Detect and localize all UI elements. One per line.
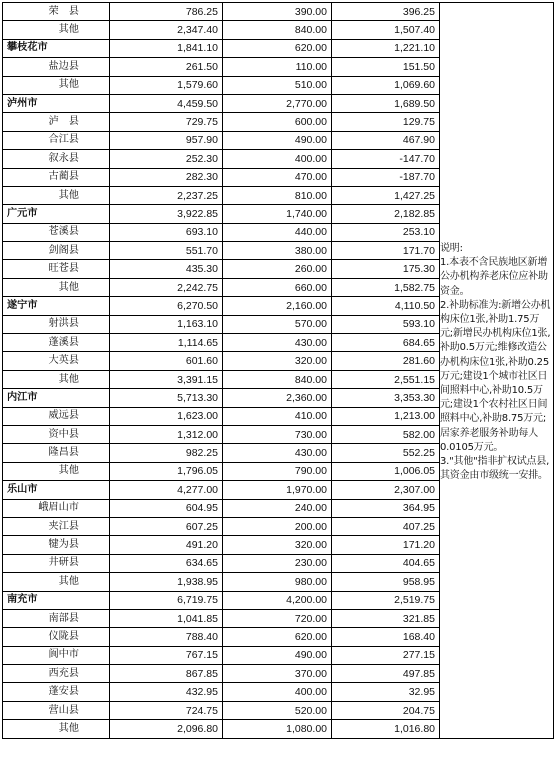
amount-cell-a: 282.30 (110, 168, 223, 186)
amount-cell-c: 1,582.75 (332, 278, 440, 296)
amount-cell-c: 204.75 (332, 701, 440, 719)
amount-cell-b: 1,740.00 (223, 205, 332, 223)
amount-cell-b: 260.00 (223, 260, 332, 278)
amount-cell-b: 490.00 (223, 646, 332, 664)
city-name-cell: 泸州市 (3, 94, 110, 112)
note-item-3: 3."其他"指非扩权试点县,其资金由市级统一安排。 (440, 456, 550, 482)
amount-cell-b: 110.00 (223, 58, 332, 76)
amount-cell-a: 729.75 (110, 113, 223, 131)
amount-cell-c: 321.85 (332, 609, 440, 627)
amount-cell-a: 1,114.65 (110, 334, 223, 352)
amount-cell-c: 582.00 (332, 425, 440, 443)
county-name-cell: 其他 (3, 462, 110, 480)
amount-cell-b: 320.00 (223, 536, 332, 554)
amount-cell-c: 277.15 (332, 646, 440, 664)
amount-cell-c: 404.65 (332, 554, 440, 572)
amount-cell-a: 432.95 (110, 683, 223, 701)
amount-cell-b: 490.00 (223, 131, 332, 149)
amount-cell-b: 200.00 (223, 517, 332, 535)
county-name-cell: 射洪县 (3, 315, 110, 333)
amount-cell-b: 430.00 (223, 444, 332, 462)
amount-cell-b: 730.00 (223, 425, 332, 443)
city-name-cell: 广元市 (3, 205, 110, 223)
amount-cell-c: -187.70 (332, 168, 440, 186)
county-name-cell: 大英县 (3, 352, 110, 370)
amount-cell-a: 693.10 (110, 223, 223, 241)
amount-cell-a: 604.95 (110, 499, 223, 517)
amount-cell-b: 430.00 (223, 334, 332, 352)
amount-cell-c: 4,110.50 (332, 297, 440, 315)
county-name-cell: 苍溪县 (3, 223, 110, 241)
county-name-cell: 叙永县 (3, 150, 110, 168)
amount-cell-b: 2,770.00 (223, 94, 332, 112)
county-name-cell: 阆中市 (3, 646, 110, 664)
note-item-2: 2.补助标准为:新增公办机构床位1张,补助1.75万元;新增民办机构床位1张,补助0.5万元;维修改造公办机构床位1张,补助0.25万元;建设1个城市社区日间照料中心,补助10.5万元;建设1个农村社区日间照料中心,补助8.75万元;居家养老服务补助每人0.0105万元。 (440, 299, 551, 453)
amount-cell-b: 570.00 (223, 315, 332, 333)
amount-cell-b: 810.00 (223, 186, 332, 204)
amount-cell-c: 3,353.30 (332, 389, 440, 407)
amount-cell-b: 470.00 (223, 168, 332, 186)
amount-cell-a: 2,347.40 (110, 21, 223, 39)
county-name-cell: 夹江县 (3, 517, 110, 535)
amount-cell-a: 252.30 (110, 150, 223, 168)
amount-cell-c: 129.75 (332, 113, 440, 131)
amount-cell-b: 400.00 (223, 150, 332, 168)
amount-cell-b: 790.00 (223, 462, 332, 480)
amount-cell-c: 1,006.05 (332, 462, 440, 480)
amount-cell-c: 151.50 (332, 58, 440, 76)
county-name-cell: 剑阁县 (3, 242, 110, 260)
amount-cell-a: 3,391.15 (110, 370, 223, 388)
county-name-cell: 其他 (3, 278, 110, 296)
amount-cell-a: 957.90 (110, 131, 223, 149)
county-name-cell: 蓬溪县 (3, 334, 110, 352)
county-name-cell: 盐边县 (3, 58, 110, 76)
amount-cell-b: 660.00 (223, 278, 332, 296)
amount-cell-a: 2,237.25 (110, 186, 223, 204)
amount-cell-c: 396.25 (332, 3, 440, 21)
amount-cell-b: 620.00 (223, 628, 332, 646)
amount-cell-c: 253.10 (332, 223, 440, 241)
amount-cell-a: 491.20 (110, 536, 223, 554)
city-name-cell: 南充市 (3, 591, 110, 609)
amount-cell-b: 320.00 (223, 352, 332, 370)
county-name-cell: 合江县 (3, 131, 110, 149)
amount-cell-a: 435.30 (110, 260, 223, 278)
amount-cell-c: 1,016.80 (332, 720, 440, 738)
amount-cell-c: 32.95 (332, 683, 440, 701)
amount-cell-b: 410.00 (223, 407, 332, 425)
amount-cell-a: 601.60 (110, 352, 223, 370)
amount-cell-c: 407.25 (332, 517, 440, 535)
amount-cell-a: 1,312.00 (110, 425, 223, 443)
amount-cell-a: 1,796.05 (110, 462, 223, 480)
amount-cell-b: 370.00 (223, 665, 332, 683)
county-name-cell: 威远县 (3, 407, 110, 425)
amount-cell-c: 2,551.15 (332, 370, 440, 388)
city-name-cell: 乐山市 (3, 481, 110, 499)
amount-cell-c: 1,221.10 (332, 39, 440, 57)
amount-cell-a: 4,459.50 (110, 94, 223, 112)
amount-cell-a: 3,922.85 (110, 205, 223, 223)
amount-cell-a: 867.85 (110, 665, 223, 683)
amount-cell-c: 171.20 (332, 536, 440, 554)
amount-cell-b: 230.00 (223, 554, 332, 572)
amount-cell-a: 6,270.50 (110, 297, 223, 315)
amount-cell-c: 1,427.25 (332, 186, 440, 204)
table-row (3, 3, 554, 21)
amount-cell-a: 4,277.00 (110, 481, 223, 499)
amount-cell-b: 380.00 (223, 242, 332, 260)
amount-cell-b: 1,970.00 (223, 481, 332, 499)
amount-cell-c: 168.40 (332, 628, 440, 646)
amount-cell-b: 600.00 (223, 113, 332, 131)
county-name-cell: 营山县 (3, 701, 110, 719)
amount-cell-b: 520.00 (223, 701, 332, 719)
amount-cell-c: 1,213.00 (332, 407, 440, 425)
county-name-cell: 井研县 (3, 554, 110, 572)
amount-cell-b: 2,160.00 (223, 297, 332, 315)
county-name-cell: 其他 (3, 186, 110, 204)
amount-cell-a: 1,041.85 (110, 609, 223, 627)
amount-cell-b: 720.00 (223, 609, 332, 627)
amount-cell-b: 2,360.00 (223, 389, 332, 407)
county-name-cell: 其他 (3, 21, 110, 39)
amount-cell-b: 510.00 (223, 76, 332, 94)
amount-cell-b: 240.00 (223, 499, 332, 517)
amount-cell-a: 261.50 (110, 58, 223, 76)
city-name-cell: 攀枝花市 (3, 39, 110, 57)
amount-cell-a: 767.15 (110, 646, 223, 664)
amount-cell-c: 1,507.40 (332, 21, 440, 39)
amount-cell-c: 497.85 (332, 665, 440, 683)
county-name-cell: 资中县 (3, 425, 110, 443)
county-name-cell: 古蔺县 (3, 168, 110, 186)
county-name-cell: 蓬安县 (3, 683, 110, 701)
amount-cell-a: 2,242.75 (110, 278, 223, 296)
county-name-cell: 其他 (3, 573, 110, 591)
amount-cell-a: 551.70 (110, 242, 223, 260)
amount-cell-a: 788.40 (110, 628, 223, 646)
amount-cell-c: 467.90 (332, 131, 440, 149)
amount-cell-a: 1,841.10 (110, 39, 223, 57)
county-name-cell: 南部县 (3, 609, 110, 627)
amount-cell-a: 982.25 (110, 444, 223, 462)
amount-cell-c: 552.25 (332, 444, 440, 462)
notes-panel (440, 242, 552, 483)
amount-cell-a: 724.75 (110, 701, 223, 719)
amount-cell-b: 980.00 (223, 573, 332, 591)
amount-cell-a: 607.25 (110, 517, 223, 535)
amount-cell-b: 1,080.00 (223, 720, 332, 738)
amount-cell-b: 400.00 (223, 683, 332, 701)
amount-cell-b: 840.00 (223, 21, 332, 39)
amount-cell-a: 1,623.00 (110, 407, 223, 425)
amount-cell-c: 171.70 (332, 242, 440, 260)
note-item-1: 1.本表不含民族地区新增公办机构养老床位应补助资金。 (440, 257, 548, 297)
notes-title: 说明: (440, 243, 463, 254)
amount-cell-a: 2,096.80 (110, 720, 223, 738)
city-name-cell: 遂宁市 (3, 297, 110, 315)
county-name-cell: 其他 (3, 720, 110, 738)
city-name-cell: 内江市 (3, 389, 110, 407)
amount-cell-c: 2,519.75 (332, 591, 440, 609)
county-name-cell: 其他 (3, 370, 110, 388)
amount-cell-b: 620.00 (223, 39, 332, 57)
amount-cell-c: 281.60 (332, 352, 440, 370)
amount-cell-b: 4,200.00 (223, 591, 332, 609)
amount-cell-c: 175.30 (332, 260, 440, 278)
amount-cell-c: 2,182.85 (332, 205, 440, 223)
amount-cell-c: 593.10 (332, 315, 440, 333)
amount-cell-c: 684.65 (332, 334, 440, 352)
amount-cell-a: 5,713.30 (110, 389, 223, 407)
county-name-cell: 犍为县 (3, 536, 110, 554)
amount-cell-b: 390.00 (223, 3, 332, 21)
amount-cell-a: 6,719.75 (110, 591, 223, 609)
county-name-cell: 泸 县 (3, 113, 110, 131)
county-name-cell: 荣 县 (3, 3, 110, 21)
amount-cell-a: 634.65 (110, 554, 223, 572)
county-name-cell: 其他 (3, 76, 110, 94)
amount-cell-b: 440.00 (223, 223, 332, 241)
amount-cell-c: 1,689.50 (332, 94, 440, 112)
county-name-cell: 隆昌县 (3, 444, 110, 462)
amount-cell-c: 2,307.00 (332, 481, 440, 499)
amount-cell-a: 786.25 (110, 3, 223, 21)
county-name-cell: 旺苍县 (3, 260, 110, 278)
amount-cell-b: 840.00 (223, 370, 332, 388)
amount-cell-c: 1,069.60 (332, 76, 440, 94)
amount-cell-c: 958.95 (332, 573, 440, 591)
amount-cell-a: 1,163.10 (110, 315, 223, 333)
amount-cell-a: 1,938.95 (110, 573, 223, 591)
county-name-cell: 西充县 (3, 665, 110, 683)
county-name-cell: 仪陇县 (3, 628, 110, 646)
county-name-cell: 峨眉山市 (3, 499, 110, 517)
amount-cell-c: -147.70 (332, 150, 440, 168)
amount-cell-a: 1,579.60 (110, 76, 223, 94)
amount-cell-c: 364.95 (332, 499, 440, 517)
